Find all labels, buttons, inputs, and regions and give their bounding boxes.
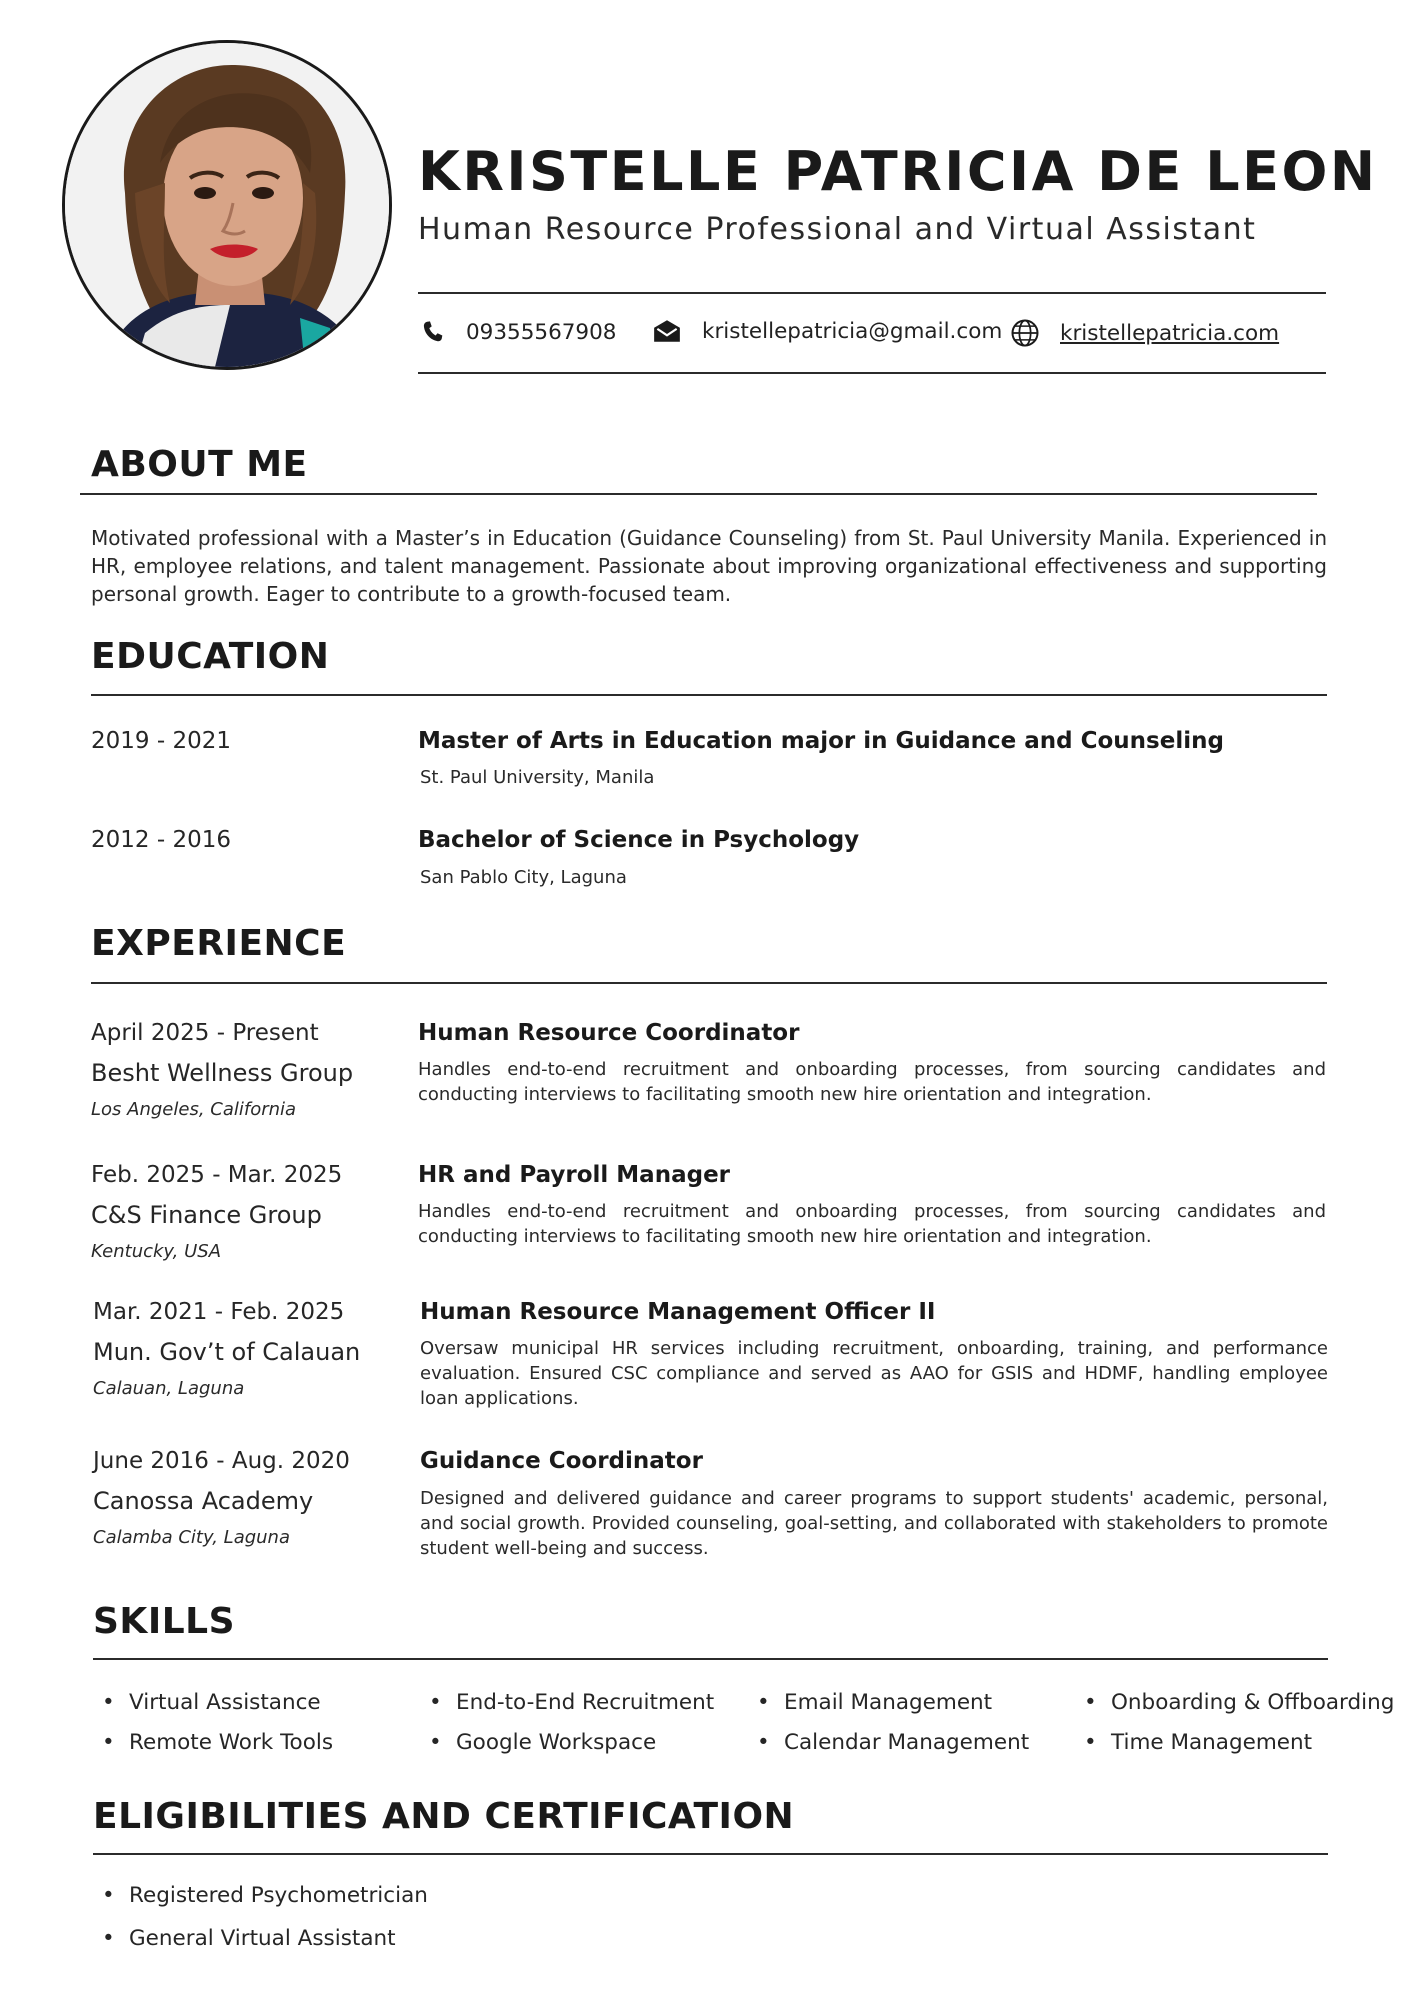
job-title: Human Resource Management Officer II xyxy=(420,1299,936,1325)
profile-photo-illustration xyxy=(65,43,389,367)
job-description: Handles end-to-end recruitment and onboarding processes, from sourcing candidates and conducting interviews to facilitating smooth new hire orientation and integration. xyxy=(418,1201,1326,1247)
email-address: kristellepatricia@gmail.com xyxy=(702,318,1003,344)
skill-item: • End-to-End Recruitment xyxy=(456,1690,714,1715)
job-title: HR and Payroll Manager xyxy=(418,1162,731,1188)
job-dates: Feb. 2025 - Mar. 2025 xyxy=(91,1162,343,1188)
skills-divider xyxy=(93,1658,1328,1660)
job-description: Handles end-to-end recruitment and onboarding processes, from sourcing candidates and conducting interviews to facilitating smooth new hire orientation and integration. xyxy=(418,1059,1326,1105)
education-years: 2012 - 2016 xyxy=(91,827,231,853)
globe-icon xyxy=(1010,318,1040,348)
job-dates: June 2016 - Aug. 2020 xyxy=(93,1448,350,1474)
phone-icon xyxy=(420,318,446,346)
job-location: Calamba City, Laguna xyxy=(93,1527,290,1548)
skill-item: • Google Workspace xyxy=(456,1730,656,1755)
about-divider xyxy=(80,493,1317,495)
job-description: Designed and delivered guidance and career programs to support students' academic, personal, and social growth. Provided counseling, goal-setting, and collaborated with stakeholders to promote student well-being and success. xyxy=(420,1488,1328,1559)
education-school: St. Paul University, Manila xyxy=(420,767,655,788)
job-title: Human Resource Coordinator xyxy=(418,1020,800,1046)
certifications-divider xyxy=(93,1853,1328,1855)
section-title-education: EDUCATION xyxy=(91,636,330,677)
skill-item: • Virtual Assistance xyxy=(129,1690,321,1715)
header-bottom-divider xyxy=(418,372,1326,374)
job-location: Kentucky, USA xyxy=(91,1241,222,1262)
section-title-experience: EXPERIENCE xyxy=(91,923,347,964)
full-name: KRISTELLE PATRICIA DE LEON xyxy=(418,140,1378,203)
job-description: Oversaw municipal HR services including recruitment, onboarding, training, and performance evaluation. Ensured CSC compliance and served as AAO for GSIS and HDMF, handling employee loan applications. xyxy=(420,1338,1328,1409)
skill-item: • Onboarding & Offboarding xyxy=(1111,1690,1394,1715)
contact-email[interactable] xyxy=(652,318,1002,344)
professional-title: Human Resource Professional and Virtual Assistant xyxy=(418,212,1257,247)
education-school: San Pablo City, Laguna xyxy=(420,867,627,888)
header-top-divider xyxy=(418,292,1326,294)
skill-item: • Email Management xyxy=(784,1690,992,1715)
education-divider xyxy=(91,694,1327,696)
job-location: Los Angeles, California xyxy=(91,1099,297,1120)
education-degree: Bachelor of Science in Psychology xyxy=(418,827,860,853)
website-link[interactable]: kristellepatricia.com xyxy=(1060,320,1280,346)
job-location: Calauan, Laguna xyxy=(93,1378,245,1399)
skill-item: • Remote Work Tools xyxy=(129,1730,333,1755)
certification-item: • Registered Psychometrician xyxy=(129,1883,428,1908)
section-title-skills: SKILLS xyxy=(93,1601,236,1642)
experience-divider xyxy=(91,982,1327,984)
job-organization: C&S Finance Group xyxy=(91,1201,322,1229)
education-years: 2019 - 2021 xyxy=(91,728,231,754)
job-organization: Mun. Gov’t of Calauan xyxy=(93,1338,361,1366)
job-dates: Mar. 2021 - Feb. 2025 xyxy=(93,1299,345,1325)
section-title-certifications: ELIGIBILITIES AND CERTIFICATION xyxy=(93,1796,795,1837)
job-title: Guidance Coordinator xyxy=(420,1448,703,1474)
skill-item: • Calendar Management xyxy=(784,1730,1029,1755)
certification-item: • General Virtual Assistant xyxy=(129,1926,396,1951)
job-dates: April 2025 - Present xyxy=(91,1020,319,1046)
envelope-icon xyxy=(652,318,682,344)
contact-phone[interactable] xyxy=(420,318,616,346)
education-degree: Master of Arts in Education major in Guidance and Counseling xyxy=(418,728,1224,754)
profile-photo xyxy=(62,40,392,370)
skill-item: • Time Management xyxy=(1111,1730,1312,1755)
job-organization: Canossa Academy xyxy=(93,1487,314,1515)
about-text: Motivated professional with a Master’s in Education (Guidance Counseling) from St. Paul University Manila. Experienced in HR, employee relations, and talent management. Passionate about improving organizational effectiveness and supporting personal growth. Eager to contribute to a growth-focused team. xyxy=(91,526,1327,606)
phone-number: 09355567908 xyxy=(466,319,617,345)
section-title-about: ABOUT ME xyxy=(91,444,308,485)
contact-website[interactable] xyxy=(1010,318,1279,348)
job-organization: Besht Wellness Group xyxy=(91,1059,354,1087)
